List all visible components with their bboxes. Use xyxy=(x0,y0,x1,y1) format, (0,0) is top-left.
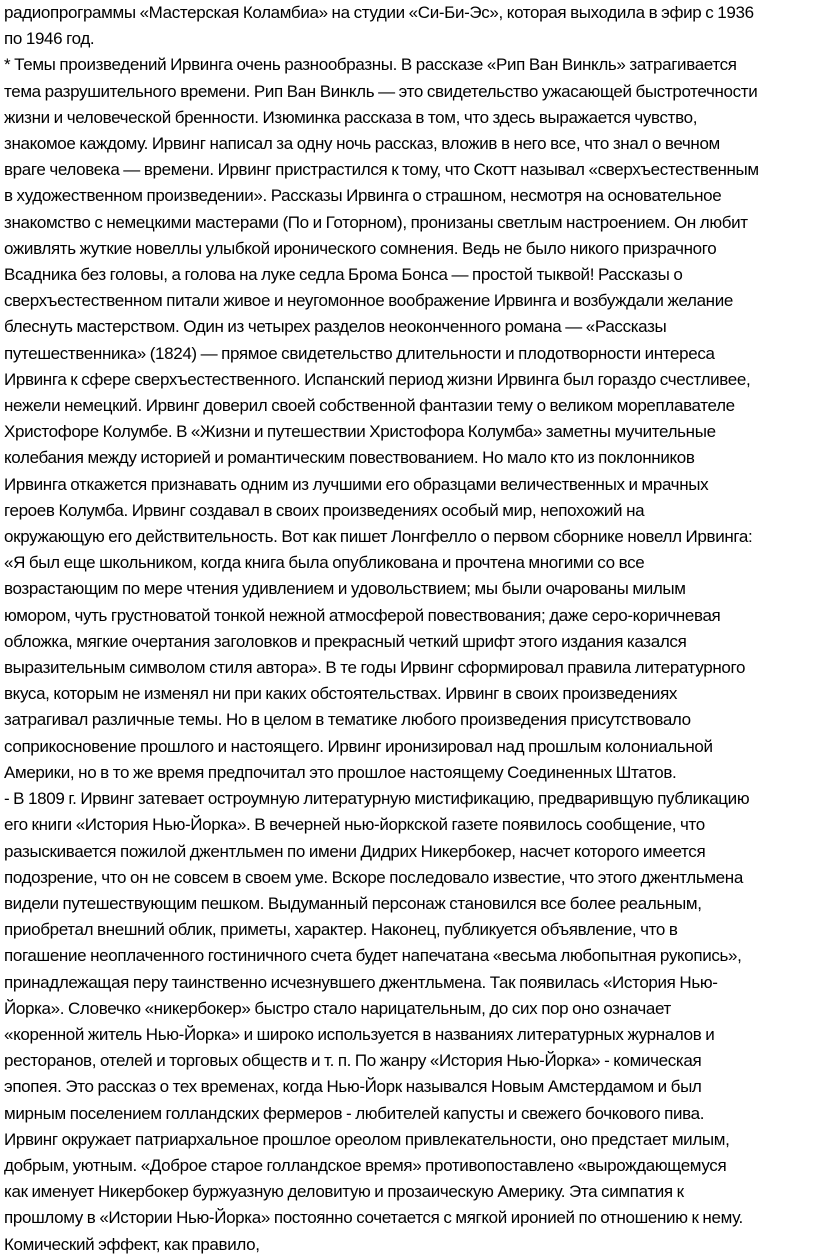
text-line: знакомое каждому. Ирвинг написал за одну ночь рассказ, вложив в него все, что знал о вечном xyxy=(4,134,720,154)
text-line: как именует Никербокер буржуазную деловитую и прозаическую Америку. Эта симпатия к xyxy=(4,1182,684,1202)
text-line: оживлять жуткие новеллы улыбкой иронического сомнения. Ведь не было никого призрачного xyxy=(4,238,717,258)
text-line: «коренной житель Нью-Йорка» и широко используется в названиях литературных журналов и xyxy=(4,1024,715,1044)
text-line: путешественника» (1824) — прямое свидетельство длительности и плодотворности интереса xyxy=(4,343,715,363)
text-line: колебания между историей и романтическим повествованием. Но мало кто из поклонников xyxy=(4,448,695,468)
text-line: - В 1809 г. Ирвинг затевает остроумную литературную мистификацию, предваривщую публикацию xyxy=(4,789,750,809)
text-line: затрагивал различные темы. Но в целом в тематике любого произведения присутствовало xyxy=(4,710,691,730)
text-line: Ирвинга к сфере сверхъестественного. Испанский период жизни Ирвинга был гораздо счестливее, xyxy=(4,369,751,389)
text-line: Ирвинга откажется признавать одним из лучшими его образцами величественных и мрачных xyxy=(4,474,709,494)
text-line: Комический эффект, как правило, xyxy=(4,1234,260,1254)
text-line: вкуса, которым не изменял ни при каких обстоятельствах. Ирвинг в своих произведениях xyxy=(4,684,678,704)
paragraph xyxy=(4,786,812,1258)
text-line: эпопея. Это рассказ о тех временах, когда Нью-Йорк назывался Новым Амстердамом и был xyxy=(4,1077,702,1097)
text-line: тема разрушительного времени. Рип Ван Винкль — это свидетельство ужасающей быстротечности xyxy=(4,81,758,101)
text-line: радиопрограммы «Мастерская Коламбиа» на студии «Си-Би-Эс», которая выходила в эфир с 1936 xyxy=(4,3,754,22)
text-line: враге человека — времени. Ирвинг пристрастился к тому, что Скотт называл «сверхъестественным xyxy=(4,160,759,180)
text-line: ресторанов, отелей и торговых обществ и т. п. По жанру «История Нью-Йорка» - комическая xyxy=(4,1051,702,1071)
text-line: по 1946 год. xyxy=(4,29,95,49)
text-line: Всадника без головы, а голова на луке седла Брома Бонса — простой тыквой! Рассказы о xyxy=(4,265,683,285)
text-line: юмором, чуть грустноватой тонкой нежной атмосферой повествования; даже серо-коричневая xyxy=(4,605,721,625)
text-line: Америки, но в то же время предпочитал это прошлое настоящему Соединенных Штатов. xyxy=(4,762,677,782)
text-line: погашение неоплаченного гостиничного счета будет напечатана «весьма любопытная рукопись», xyxy=(4,946,742,966)
text-line: сверхъестественном питали живое и неугомонное воображение Ирвинга и возбуждали желание xyxy=(4,291,733,311)
text-line: подозрение, что он не совсем в своем уме. Вскоре последовало известие, что этого джентльмена xyxy=(4,867,743,887)
text-line: мирным поселением голландских фермеров - любителей капусты и свежего бочкового пива. xyxy=(4,1103,705,1123)
text-line: окружающую его действительность. Вот как пишет Лонгфелло о первом сборнике новелл Ирвинга: xyxy=(4,527,753,547)
text-line: блеснуть мастерством. Один из четырех разделов неоконченного романа — «Рассказы xyxy=(4,317,667,337)
text-line: Христофоре Колумбе. В «Жизни и путешествии Христофора Колумба» заметны мучительные xyxy=(4,422,716,442)
text-line: героев Колумба. Ирвинг создавал в своих произведениях особый мир, непохожий на xyxy=(4,500,645,520)
text-line: обложка, мягкие очертания заголовков и прекрасный четкий шрифт этого издания казался xyxy=(4,631,687,651)
text-line: жизни и человеческой бренности. Изюминка рассказа в том, что здесь выражается чувство, xyxy=(4,107,698,127)
text-line: добрым, уютным. «Доброе старое голландское время» противопоставлено «вырождающемуся xyxy=(4,1155,727,1175)
text-line: его книги «История Нью-Йорка». В вечерней нью-йоркской газете появилось сообщение, что xyxy=(4,815,705,835)
text-line: видели путешествующим пешком. Выдуманный персонаж становился все более реальным, xyxy=(4,893,702,913)
paragraph xyxy=(4,0,812,52)
text-line: выразительным символом стиля автора». В те годы Ирвинг сформировал правила литературного xyxy=(4,658,746,678)
text-line: принадлежащая перу таинственно исчезнувшего джентльмена. Так появилась «История Нью- xyxy=(4,972,718,992)
text-line: разыскивается пожилой джентльмен по имени Дидрих Никербокер, насчет которого имеется xyxy=(4,841,706,861)
paragraph xyxy=(4,52,812,786)
text-line: прошлому в «Истории Нью-Йорка» постоянно сочетается с мягкой иронией по отношению к нему. xyxy=(4,1208,743,1228)
text-line: * Темы произведений Ирвинга очень разнообразны. В рассказе «Рип Ван Винкль» затрагивается xyxy=(4,55,737,75)
text-line: приобретал внешний облик, приметы, характер. Наконец, публикуется объявление, что в xyxy=(4,920,678,940)
text-line: в художественном произведении». Рассказы Ирвинга о страшном, несмотря на основательное xyxy=(4,186,722,206)
text-line: Ирвинг окружает патриархальное прошлое ореолом привлекательности, оно предстает милым, xyxy=(4,1129,730,1149)
text-line: возрастающим по мере чтения удивлением и удовольствием; мы были очарованы милым xyxy=(4,579,686,599)
text-line: знакомство с немецкими мастерами (По и Готорном), пронизаны светлым настроением. Он любит xyxy=(4,212,748,232)
text-line: нежели немецкий. Ирвинг доверил своей собственной фантазии тему о великом мореплавателе xyxy=(4,396,735,416)
text-line: Йорка». Словечко «никербокер» быстро стало нарицательным, до сих пор оно означает xyxy=(4,998,671,1018)
text-line: соприкосновение прошлого и настоящего. Ирвинг иронизировал над прошлым колониальной xyxy=(4,736,713,756)
text-line: «Я был еще школьником, когда книга была опубликована и прочтена многими со все xyxy=(4,553,645,573)
